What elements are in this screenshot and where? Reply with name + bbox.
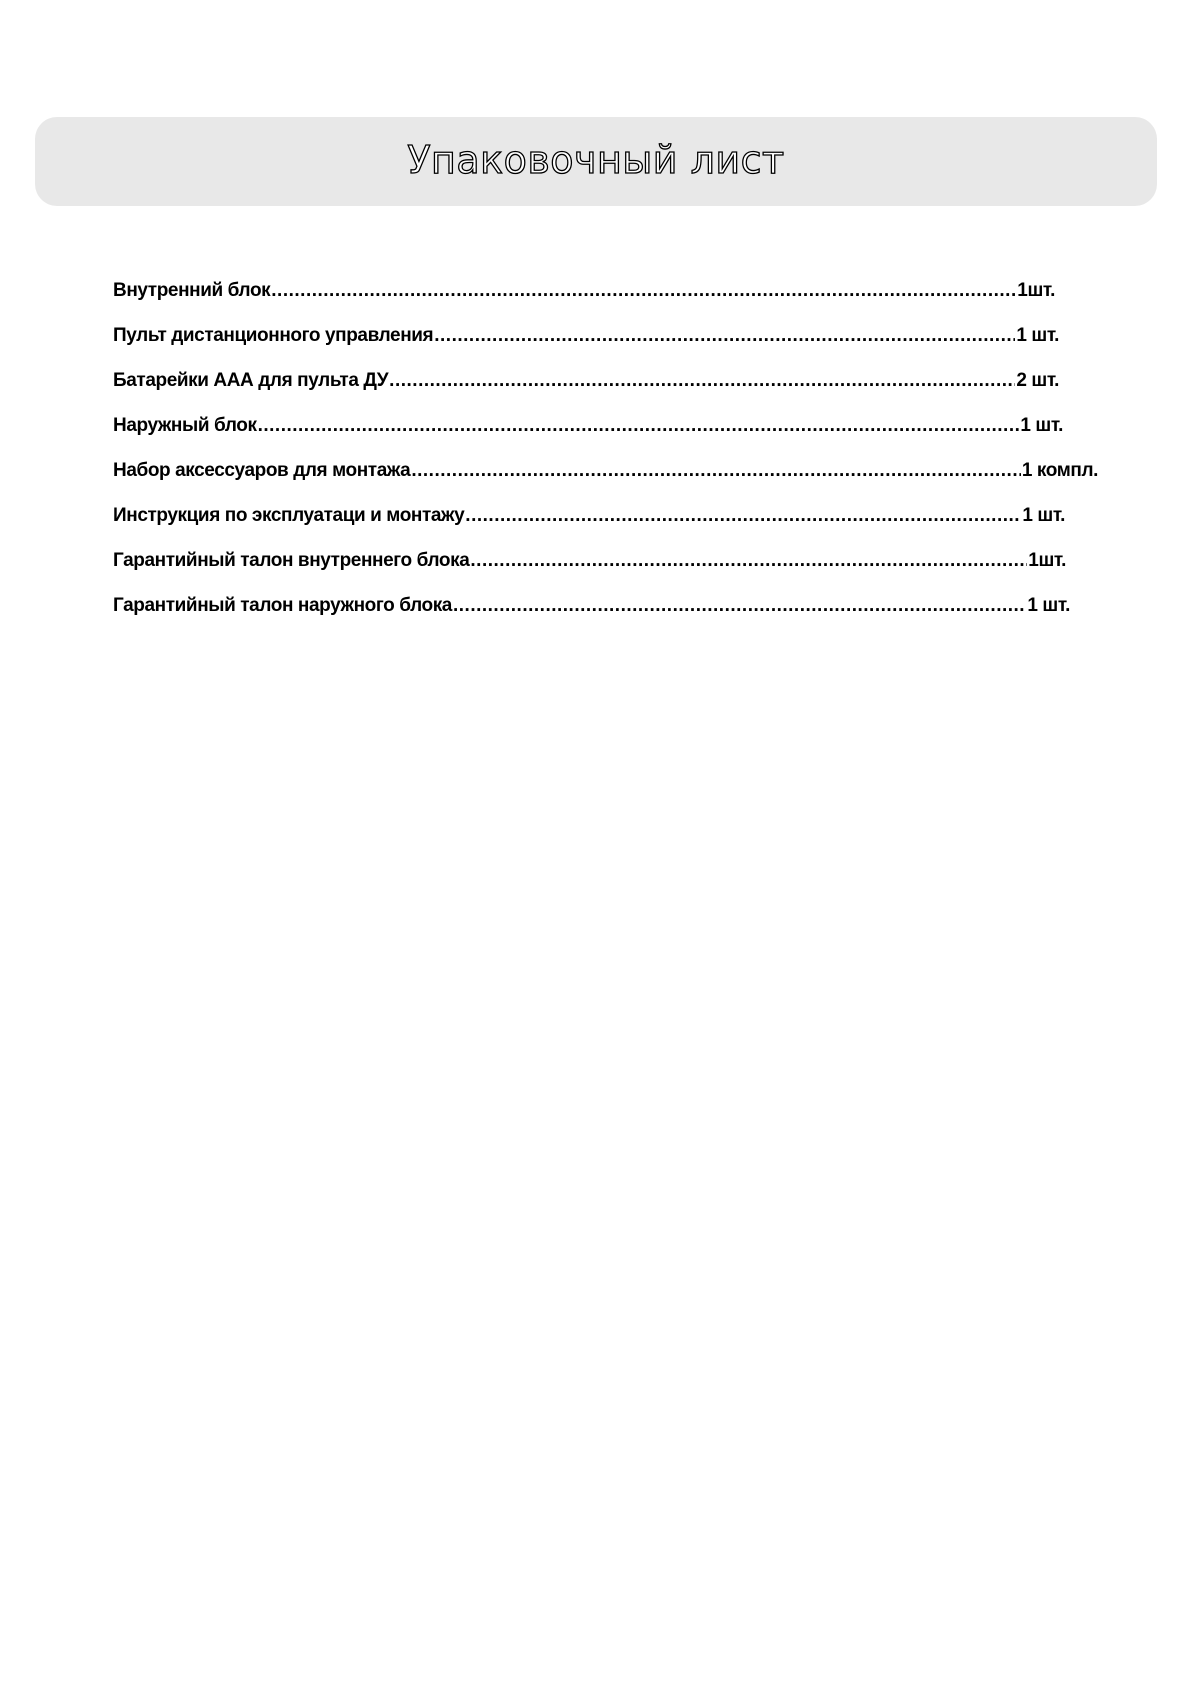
dot-leader <box>453 595 1026 617</box>
item-name: Внутренний блок <box>113 280 271 301</box>
list-item <box>113 325 1059 355</box>
item-quantity: 1 компл. <box>1021 460 1098 481</box>
item-quantity: 1шт. <box>1028 550 1066 571</box>
packing-list <box>0 0 1191 700</box>
dot-leader <box>271 280 1016 302</box>
page-title: Упаковочный лист <box>407 137 785 182</box>
item-quantity: 1 шт. <box>1020 415 1063 436</box>
list-item <box>113 415 1063 445</box>
item-quantity: 1шт. <box>1017 280 1055 301</box>
item-quantity: 1 шт. <box>1016 325 1059 346</box>
list-item <box>113 370 1059 400</box>
list-item <box>113 595 1070 625</box>
item-quantity: 2 шт. <box>1016 370 1059 391</box>
dot-leader <box>411 460 1021 482</box>
dot-leader <box>465 505 1021 527</box>
list-item <box>113 460 1098 490</box>
item-name: Гарантийный талон наружного блока <box>113 595 452 616</box>
item-name: Пульт дистанционного управления <box>113 325 434 346</box>
dot-leader <box>434 325 1015 347</box>
item-quantity: 1 шт. <box>1027 595 1070 616</box>
list-item <box>113 505 1065 535</box>
dot-leader <box>389 370 1015 392</box>
item-quantity: 1 шт. <box>1022 505 1065 526</box>
item-name: Наружный блок <box>113 415 257 436</box>
list-item <box>113 550 1066 580</box>
item-name: Батарейки ААА для пульта ДУ <box>113 370 389 391</box>
item-name: Набор аксессуаров для монтажа <box>113 460 411 481</box>
list-item <box>113 280 1055 310</box>
dot-leader <box>258 415 1020 437</box>
item-name: Гарантийный талон внутреннего блока <box>113 550 470 571</box>
dot-leader <box>470 550 1027 572</box>
item-name: Инструкция по эксплуатаци и монтажу <box>113 505 465 526</box>
